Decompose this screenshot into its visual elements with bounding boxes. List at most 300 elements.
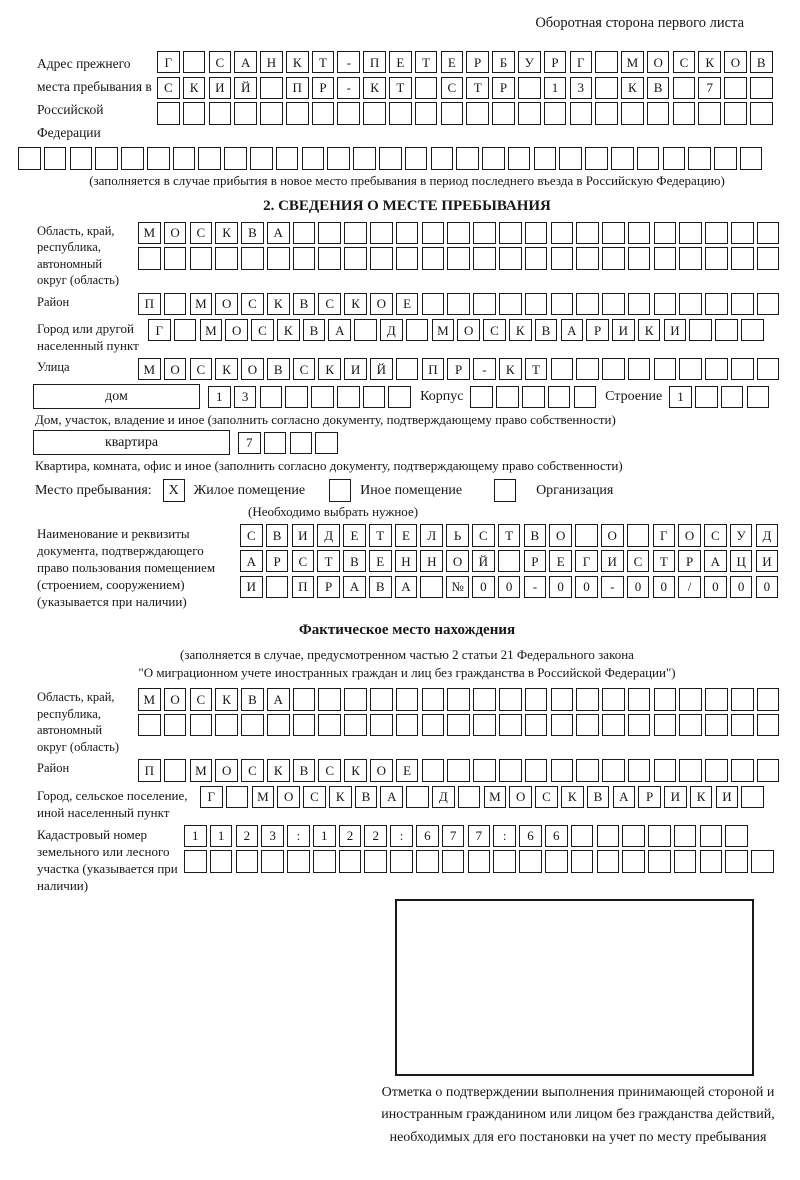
char-cell[interactable]: А [267,222,290,244]
char-cell[interactable]: И [664,786,687,808]
char-cell[interactable] [406,319,429,341]
stroenie-cells[interactable] [669,386,769,408]
char-cell[interactable] [473,247,496,269]
char-cell[interactable]: А [561,319,584,341]
char-cell[interactable] [190,714,213,736]
char-cell[interactable]: Г [200,786,223,808]
char-cell[interactable] [551,688,574,710]
char-cell[interactable]: Р [447,358,470,380]
char-cell[interactable]: - [337,77,360,99]
char-cell[interactable]: К [329,786,352,808]
char-cell[interactable] [379,147,402,169]
char-cell[interactable]: К [286,51,309,73]
char-cell[interactable] [679,247,702,269]
char-cell[interactable] [551,293,574,315]
char-cell[interactable]: 2 [236,825,259,847]
char-cell[interactable] [576,688,599,710]
char-cell[interactable] [628,247,651,269]
char-cell[interactable]: С [483,319,506,341]
char-cell[interactable] [241,714,264,736]
char-cell[interactable]: Т [317,550,340,572]
char-cell[interactable]: 3 [261,825,284,847]
char-cell[interactable]: Д [380,319,403,341]
char-cell[interactable] [442,850,465,872]
char-cell[interactable] [473,759,496,781]
char-cell[interactable] [396,247,419,269]
char-cell[interactable]: С [251,319,274,341]
char-cell[interactable] [215,714,238,736]
char-cell[interactable]: О [215,293,238,315]
char-cell[interactable] [724,102,747,124]
char-cell[interactable]: О [215,759,238,781]
char-cell[interactable] [602,688,625,710]
char-cell[interactable] [276,147,299,169]
char-cell[interactable] [602,293,625,315]
region-row-2[interactable] [138,247,779,269]
char-cell[interactable] [363,386,386,408]
char-cell[interactable] [441,102,464,124]
char-cell[interactable] [447,222,470,244]
char-cell[interactable] [264,432,287,454]
char-cell[interactable]: С [318,293,341,315]
char-cell[interactable] [337,102,360,124]
char-cell[interactable]: М [190,759,213,781]
char-cell[interactable] [70,147,93,169]
char-cell[interactable]: К [318,358,341,380]
char-cell[interactable]: Й [234,77,257,99]
char-cell[interactable] [602,247,625,269]
char-cell[interactable]: И [756,550,779,572]
char-cell[interactable]: Т [525,358,548,380]
char-cell[interactable] [473,222,496,244]
char-cell[interactable] [499,222,522,244]
char-cell[interactable] [559,147,582,169]
district2-row[interactable] [138,759,779,781]
char-cell[interactable] [318,688,341,710]
char-cell[interactable]: И [612,319,635,341]
char-cell[interactable]: Д [432,786,455,808]
char-cell[interactable] [679,358,702,380]
char-cell[interactable] [731,358,754,380]
char-cell[interactable]: 6 [545,825,568,847]
char-cell[interactable] [241,247,264,269]
char-cell[interactable]: М [621,51,644,73]
char-cell[interactable]: В [369,576,392,598]
char-cell[interactable] [390,850,413,872]
char-cell[interactable] [250,147,273,169]
char-cell[interactable]: К [215,222,238,244]
char-cell[interactable]: О [446,550,469,572]
char-cell[interactable]: Г [157,51,180,73]
char-cell[interactable]: К [698,51,721,73]
char-cell[interactable] [628,222,651,244]
char-cell[interactable]: В [241,222,264,244]
char-cell[interactable] [551,358,574,380]
char-cell[interactable] [628,358,651,380]
char-cell[interactable]: У [730,524,753,546]
char-cell[interactable] [312,102,335,124]
char-cell[interactable] [447,714,470,736]
char-cell[interactable] [576,358,599,380]
char-cell[interactable] [525,247,548,269]
char-cell[interactable]: 1 [208,386,231,408]
char-cell[interactable] [396,222,419,244]
char-cell[interactable] [571,850,594,872]
char-cell[interactable]: Т [312,51,335,73]
char-cell[interactable]: К [267,759,290,781]
char-cell[interactable] [344,247,367,269]
char-cell[interactable]: С [209,51,232,73]
char-cell[interactable]: А [613,786,636,808]
char-cell[interactable]: Г [570,51,593,73]
char-cell[interactable] [508,147,531,169]
char-cell[interactable] [318,222,341,244]
region2-row-2[interactable] [138,714,779,736]
char-cell[interactable]: Е [396,759,419,781]
char-cell[interactable] [757,247,780,269]
char-cell[interactable]: А [380,786,403,808]
char-cell[interactable] [654,358,677,380]
char-cell[interactable]: 1 [544,77,567,99]
char-cell[interactable]: 6 [519,825,542,847]
char-cell[interactable] [318,714,341,736]
char-cell[interactable]: М [138,688,161,710]
char-cell[interactable]: Ь [446,524,469,546]
char-cell[interactable]: О [370,759,393,781]
stay-type-checkbox-organization[interactable] [494,479,516,502]
char-cell[interactable]: 1 [669,386,692,408]
char-cell[interactable]: Р [638,786,661,808]
char-cell[interactable]: В [343,550,366,572]
char-cell[interactable]: С [292,550,315,572]
char-cell[interactable]: 1 [184,825,207,847]
char-cell[interactable]: Г [575,550,598,572]
char-cell[interactable]: Н [420,550,443,572]
char-cell[interactable]: С [157,77,180,99]
char-cell[interactable]: И [240,576,263,598]
char-cell[interactable] [551,222,574,244]
char-cell[interactable]: Р [312,77,335,99]
char-cell[interactable] [595,102,618,124]
char-cell[interactable]: К [509,319,532,341]
char-cell[interactable] [648,850,671,872]
char-cell[interactable] [215,247,238,269]
char-cell[interactable] [576,714,599,736]
char-cell[interactable] [293,688,316,710]
char-cell[interactable]: 6 [416,825,439,847]
char-cell[interactable] [164,247,187,269]
char-cell[interactable] [389,102,412,124]
char-cell[interactable] [173,147,196,169]
char-cell[interactable]: И [209,77,232,99]
char-cell[interactable]: П [292,576,315,598]
char-cell[interactable] [674,850,697,872]
char-cell[interactable] [354,319,377,341]
char-cell[interactable] [575,524,598,546]
char-cell[interactable]: Т [389,77,412,99]
char-cell[interactable]: М [432,319,455,341]
char-cell[interactable] [260,77,283,99]
char-cell[interactable] [493,850,516,872]
char-cell[interactable] [468,850,491,872]
char-cell[interactable] [525,714,548,736]
char-cell[interactable]: Й [472,550,495,572]
char-cell[interactable]: К [561,786,584,808]
char-cell[interactable] [689,319,712,341]
char-cell[interactable] [705,293,728,315]
char-cell[interactable] [416,850,439,872]
char-cell[interactable] [622,850,645,872]
char-cell[interactable] [315,432,338,454]
char-cell[interactable]: Г [653,524,676,546]
char-cell[interactable]: С [190,358,213,380]
char-cell[interactable] [757,358,780,380]
char-cell[interactable] [234,102,257,124]
char-cell[interactable] [18,147,41,169]
char-cell[interactable] [499,247,522,269]
char-cell[interactable] [405,147,428,169]
char-cell[interactable]: Т [498,524,521,546]
char-cell[interactable] [628,293,651,315]
region2-row-1[interactable] [138,688,779,710]
char-cell[interactable] [226,786,249,808]
char-cell[interactable]: 2 [364,825,387,847]
char-cell[interactable]: 3 [570,77,593,99]
char-cell[interactable]: К [344,293,367,315]
char-cell[interactable] [570,102,593,124]
char-cell[interactable] [121,147,144,169]
char-cell[interactable] [236,850,259,872]
char-cell[interactable] [757,293,780,315]
char-cell[interactable]: А [267,688,290,710]
char-cell[interactable] [422,714,445,736]
char-cell[interactable]: / [678,576,701,598]
char-cell[interactable]: О [241,358,264,380]
char-cell[interactable]: 1 [313,825,336,847]
char-cell[interactable] [571,825,594,847]
char-cell[interactable]: К [277,319,300,341]
char-cell[interactable] [673,102,696,124]
char-cell[interactable]: И [664,319,687,341]
char-cell[interactable]: К [690,786,713,808]
cadastral-row-2[interactable] [184,850,774,872]
char-cell[interactable]: К [638,319,661,341]
char-cell[interactable] [44,147,67,169]
char-cell[interactable] [210,850,233,872]
char-cell[interactable] [164,759,187,781]
char-cell[interactable] [458,786,481,808]
char-cell[interactable] [602,358,625,380]
char-cell[interactable] [628,688,651,710]
char-cell[interactable]: П [138,759,161,781]
char-cell[interactable] [138,247,161,269]
char-cell[interactable] [750,77,773,99]
stay-type-checkbox-residential[interactable]: X [163,479,185,502]
char-cell[interactable] [654,759,677,781]
char-cell[interactable] [595,77,618,99]
char-cell[interactable] [741,319,764,341]
char-cell[interactable] [174,319,197,341]
char-cell[interactable]: Т [653,550,676,572]
char-cell[interactable]: 3 [234,386,257,408]
char-cell[interactable]: 0 [730,576,753,598]
char-cell[interactable]: Е [396,293,419,315]
char-cell[interactable] [447,759,470,781]
char-cell[interactable]: Р [266,550,289,572]
char-cell[interactable] [422,247,445,269]
char-cell[interactable] [597,850,620,872]
char-cell[interactable]: - [524,576,547,598]
char-cell[interactable] [585,147,608,169]
char-cell[interactable] [705,759,728,781]
char-cell[interactable] [164,714,187,736]
char-cell[interactable] [415,77,438,99]
city-row[interactable] [148,319,764,341]
char-cell[interactable] [705,222,728,244]
char-cell[interactable]: В [355,786,378,808]
char-cell[interactable]: 1 [210,825,233,847]
char-cell[interactable]: А [234,51,257,73]
char-cell[interactable] [525,688,548,710]
char-cell[interactable] [698,102,721,124]
char-cell[interactable]: - [473,358,496,380]
char-cell[interactable]: К [499,358,522,380]
char-cell[interactable]: : [390,825,413,847]
char-cell[interactable] [628,759,651,781]
char-cell[interactable]: П [138,293,161,315]
char-cell[interactable] [498,550,521,572]
char-cell[interactable] [267,247,290,269]
char-cell[interactable] [496,386,519,408]
char-cell[interactable] [551,714,574,736]
char-cell[interactable] [388,386,411,408]
char-cell[interactable]: Й [370,358,393,380]
char-cell[interactable]: О [370,293,393,315]
char-cell[interactable]: О [549,524,572,546]
char-cell[interactable] [731,247,754,269]
char-cell[interactable] [731,688,754,710]
char-cell[interactable]: С [293,358,316,380]
char-cell[interactable]: Р [544,51,567,73]
char-cell[interactable] [183,51,206,73]
char-cell[interactable]: С [190,222,213,244]
char-cell[interactable]: Е [549,550,572,572]
char-cell[interactable] [286,102,309,124]
char-cell[interactable]: Д [756,524,779,546]
char-cell[interactable] [576,759,599,781]
char-cell[interactable]: О [509,786,532,808]
char-cell[interactable] [654,247,677,269]
char-cell[interactable] [679,222,702,244]
char-cell[interactable] [95,147,118,169]
prev-address-row-1[interactable] [157,51,773,73]
char-cell[interactable] [534,147,557,169]
char-cell[interactable]: 7 [468,825,491,847]
char-cell[interactable] [751,850,774,872]
char-cell[interactable]: С [472,524,495,546]
char-cell[interactable]: С [318,759,341,781]
char-cell[interactable]: О [277,786,300,808]
char-cell[interactable] [260,102,283,124]
char-cell[interactable] [731,222,754,244]
char-cell[interactable] [290,432,313,454]
char-cell[interactable]: № [446,576,469,598]
stay-type-checkbox-other[interactable] [329,479,351,502]
char-cell[interactable] [654,293,677,315]
char-cell[interactable]: Е [441,51,464,73]
char-cell[interactable] [198,147,221,169]
char-cell[interactable]: В [293,759,316,781]
char-cell[interactable] [757,222,780,244]
char-cell[interactable] [648,825,671,847]
char-cell[interactable] [700,825,723,847]
document-row-1[interactable] [240,524,778,546]
char-cell[interactable] [287,850,310,872]
char-cell[interactable]: Г [148,319,171,341]
char-cell[interactable] [302,147,325,169]
char-cell[interactable] [422,293,445,315]
char-cell[interactable] [370,688,393,710]
char-cell[interactable] [525,293,548,315]
char-cell[interactable] [431,147,454,169]
char-cell[interactable] [518,102,541,124]
char-cell[interactable]: О [457,319,480,341]
char-cell[interactable] [190,247,213,269]
char-cell[interactable]: Р [492,77,515,99]
char-cell[interactable] [447,293,470,315]
char-cell[interactable] [525,222,548,244]
char-cell[interactable] [261,850,284,872]
char-cell[interactable]: П [286,77,309,99]
char-cell[interactable]: К [215,358,238,380]
char-cell[interactable] [396,714,419,736]
char-cell[interactable] [595,51,618,73]
char-cell[interactable]: С [240,524,263,546]
char-cell[interactable]: М [252,786,275,808]
char-cell[interactable] [627,524,650,546]
char-cell[interactable]: В [266,524,289,546]
char-cell[interactable]: М [138,222,161,244]
char-cell[interactable] [293,714,316,736]
char-cell[interactable] [679,293,702,315]
char-cell[interactable] [293,247,316,269]
char-cell[interactable] [576,222,599,244]
char-cell[interactable]: К [215,688,238,710]
char-cell[interactable]: Е [343,524,366,546]
char-cell[interactable] [519,850,542,872]
char-cell[interactable] [266,576,289,598]
char-cell[interactable]: 0 [575,576,598,598]
char-cell[interactable] [544,102,567,124]
char-cell[interactable] [700,850,723,872]
document-row-3[interactable] [240,576,778,598]
char-cell[interactable]: А [704,550,727,572]
char-cell[interactable] [731,714,754,736]
char-cell[interactable]: О [164,688,187,710]
char-cell[interactable] [422,222,445,244]
char-cell[interactable] [339,850,362,872]
char-cell[interactable]: У [518,51,541,73]
char-cell[interactable] [327,147,350,169]
char-cell[interactable]: К [621,77,644,99]
char-cell[interactable] [525,759,548,781]
apartment-cells[interactable] [238,432,338,454]
char-cell[interactable] [714,147,737,169]
char-cell[interactable] [688,147,711,169]
char-cell[interactable]: О [724,51,747,73]
char-cell[interactable] [654,688,677,710]
char-cell[interactable]: В [587,786,610,808]
